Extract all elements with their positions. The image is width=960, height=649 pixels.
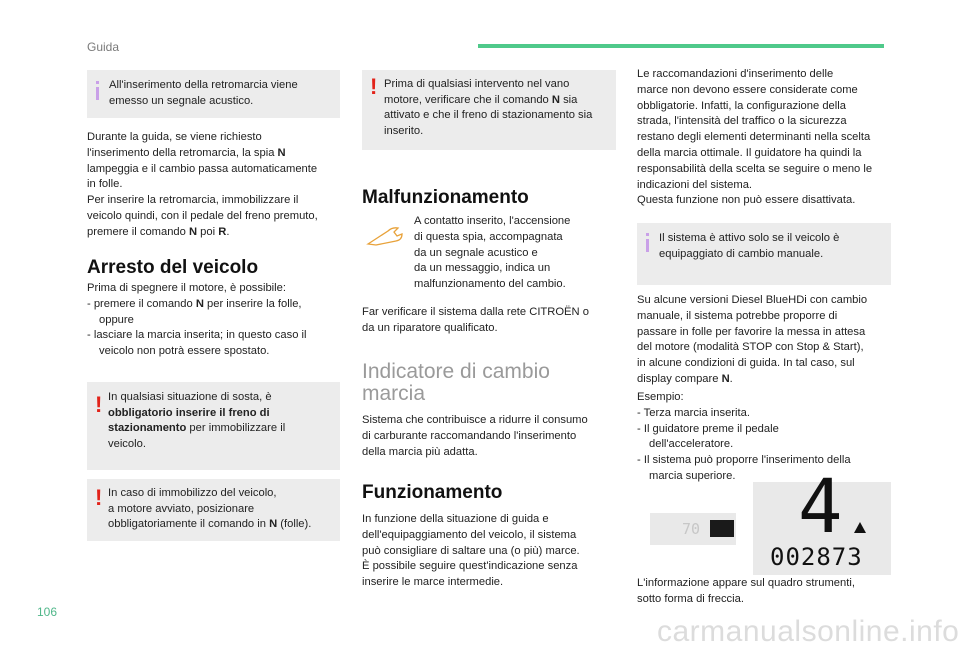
display-small-block: [710, 520, 734, 537]
section-title: Guida: [87, 40, 120, 54]
paragraph-funzionamento: In funzione della situazione di guida e dell'equipaggiamento del veicolo, il sistema può consigliare di saltare una (o più) marce. È possibile seguire quest'indicazione senza inserire le marce intermedie.: [362, 513, 580, 589]
info-line: All'inserimento della retromarcia viene: [109, 79, 298, 91]
info-box-reverse: [87, 70, 340, 118]
odometer-value: 002873: [770, 543, 863, 571]
warning-icon: !: [95, 485, 103, 510]
list-item: - Il guidatore preme il pedale dell'acceleratore.: [637, 422, 779, 451]
paragraph-arresto: [87, 281, 345, 360]
text-line: Per inserire la retromarcia, immobilizzare il: [87, 194, 299, 207]
display-small-value: 70: [682, 520, 701, 538]
paragraph-indicatore: Sistema che contribuisce a ridurre il consumo di carburante raccomandando l'inserimento della marcia più adatta.: [362, 414, 588, 458]
text-line: lampeggia e il cambio passa automaticamente: [87, 162, 318, 175]
text-line: l'inserimento della retromarcia, la spia N: [87, 146, 286, 159]
paragraph-recommendations: Le raccomandazioni d'inserimento delle marce non devono essere considerate come obbligatorie. Infatti, la configurazione della strada, l'intensità del traffico o la sicurezza restano degli elementi determinanti nella scelta della marcia ottimale. Il guidatore ha quindi la responsabilità della scelta se seguire o meno le indicazioni del sistema. Questa funzione non può essere disattivata.: [637, 68, 873, 207]
info-line: emesso un segnale acustico.: [109, 94, 254, 107]
list-item: - Terza marcia inserita.: [637, 406, 750, 419]
info-box-manual: Il sistema è attivo solo se il veicolo è equipaggiato di cambio manuale.: [637, 223, 891, 285]
example-list: Esempio: - Terza marcia inserita. - Il guidatore preme il pedale dell'acceleratore. - Il sistema può proporre l'inserimento della marcia superiore.: [637, 390, 897, 485]
paragraph-reverse: [87, 130, 342, 241]
warning-box-immobilize: ! In caso di immobilizzo del veicolo, a motore avviato, posizionare obbligatoriamente il comando in N (folle).: [87, 479, 340, 541]
warning-icon: !: [370, 74, 378, 99]
heading-malfunzionamento: Malfunzionamento: [362, 187, 529, 208]
text-line: premere il comando N poi R.: [87, 225, 230, 238]
heading-arresto: Arresto del veicolo: [87, 257, 259, 278]
caption-display: L'informazione appare sul quadro strumenti, sotto forma di freccia.: [637, 577, 855, 605]
paragraph-repair: Far verificare il sistema dalla rete CITROËN o da un riparatore qualificato.: [362, 306, 589, 334]
heading-indicatore: Indicatore di cambio marcia: [362, 360, 550, 405]
instrument-display: [753, 464, 891, 575]
wrench-warning-icon: [366, 225, 408, 247]
warning-box-engine: ! Prima di qualsiasi intervento nel vano motore, verificare che il comando N sia attivato e che il freno di stazionamento sia inserito.: [362, 70, 616, 150]
small-display-panel: [650, 513, 736, 545]
section-accent-bar: [478, 44, 884, 48]
watermark: carmanualsonline.info: [657, 615, 960, 648]
text-line: in folle.: [87, 178, 123, 191]
list-item: - Il sistema può proporre l'inserimento della marcia superiore.: [637, 454, 851, 482]
malfunction-text: A contatto inserito, l'accensione di questa spia, accompagnata da un segnale acustico e da un messaggio, indica un malfunzionamento del cambio.: [414, 215, 571, 291]
warning-box-parking: ! In qualsiasi situazione di sosta, è obbligatorio inserire il freno di stazionamento per immobilizzare il veicolo.: [87, 382, 340, 470]
text-line: Prima di spegnere il motore, è possibile:: [87, 282, 286, 294]
gear-digit: 4: [798, 464, 843, 550]
shift-up-arrow-icon: [854, 522, 866, 533]
paragraph-bluehdi: Su alcune versioni Diesel BlueHDi con cambio manuale, il sistema potrebbe proporre di passare in folle per favorire la messa in attesa del motore (modalità STOP con Stop & Start), in alcune condizioni di guida. In tal caso, sul display compare N.: [637, 294, 868, 385]
text-line: veicolo quindi, con il pedale del freno premuto,: [87, 209, 318, 222]
warning-icon: !: [95, 392, 103, 417]
list-item: - lasciare la marcia inserita; in questo caso il veicolo non potrà essere spostato.: [87, 329, 307, 358]
list-item: - premere il comando N per inserire la folle, oppure: [87, 297, 302, 326]
heading-funzionamento: Funzionamento: [362, 482, 503, 503]
text-line: Durante la guida, se viene richiesto: [87, 131, 262, 143]
page-number: 106: [37, 605, 58, 619]
